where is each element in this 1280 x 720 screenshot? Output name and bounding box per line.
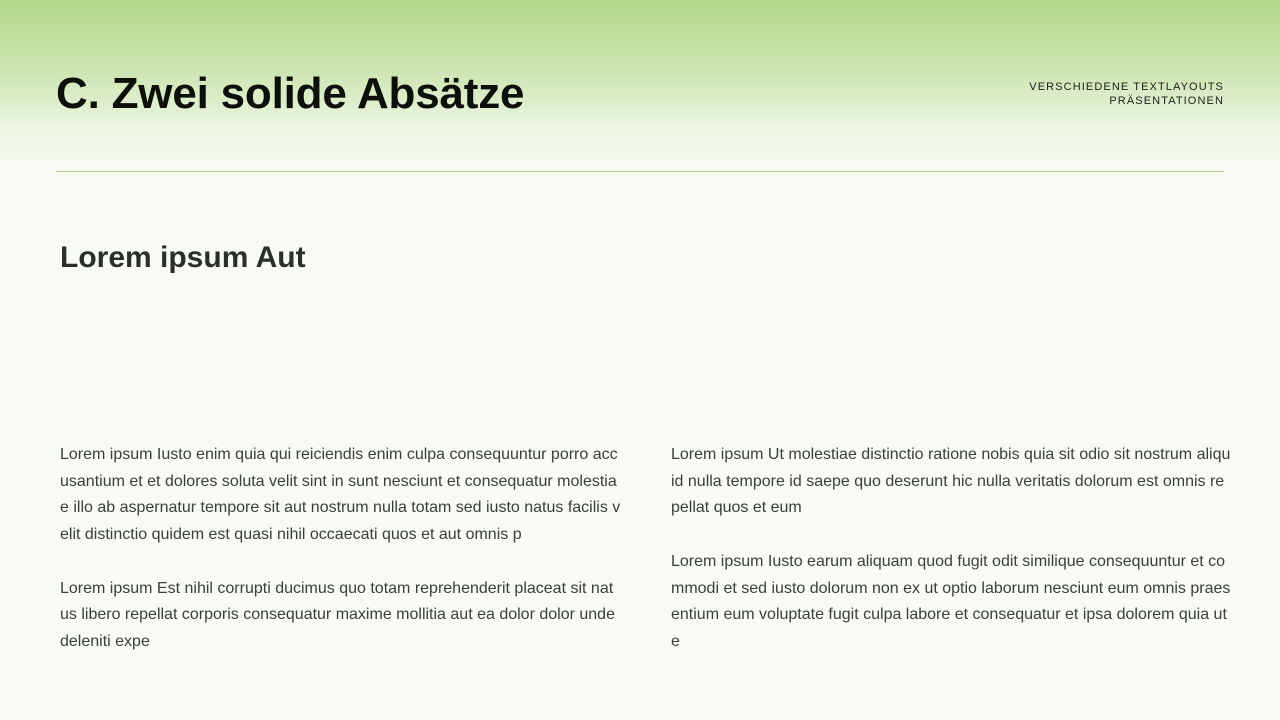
section-subtitle: Lorem ipsum Aut (60, 241, 306, 274)
right-text-column (671, 442, 1233, 682)
left-text-column (60, 442, 622, 682)
right-paragraph-2: Lorem ipsum Iusto earum aliquam quod fugit odit similique consequuntur et commodi et sed iusto dolorum non ex ut optio laborum nesciunt eum omnis praesentium eum voluptate fugit culpa labore et consequatur et ipsa dolorem quia ut e (671, 552, 1231, 650)
header-divider (56, 171, 1224, 172)
right-paragraph-1: Lorem ipsum Ut molestiae distinctio ratione nobis quia sit odio sit nostrum aliquid nulla tempore id saepe quo deserunt hic nulla veritatis dolorum est omnis repellat quos et eum (671, 446, 1231, 517)
meta-category: VERSCHIEDENE TEXTLAYOUTS (1029, 81, 1224, 93)
left-paragraph-2: Lorem ipsum Est nihil corrupti ducimus quo totam reprehenderit placeat sit natus libero repellat corporis consequatur maxime mollitia aut ea dolor dolor unde deleniti expe (60, 579, 615, 650)
meta-subcategory: PRÄSENTATIONEN (1109, 95, 1224, 107)
slide-title: C. Zwei solide Absätze (56, 69, 525, 118)
left-paragraph-1: Lorem ipsum Iusto enim quia qui reiciendis enim culpa consequuntur porro accusantium et et dolores soluta velit sint in sunt nesciunt et consequatur molestiae illo ab aspernatur tempore sit aut nostrum nulla totam sed iusto natus facilis velit distinctio quidem est quasi nihil occaecati quos et aut omnis p (60, 446, 621, 544)
header-meta (1029, 80, 1224, 108)
